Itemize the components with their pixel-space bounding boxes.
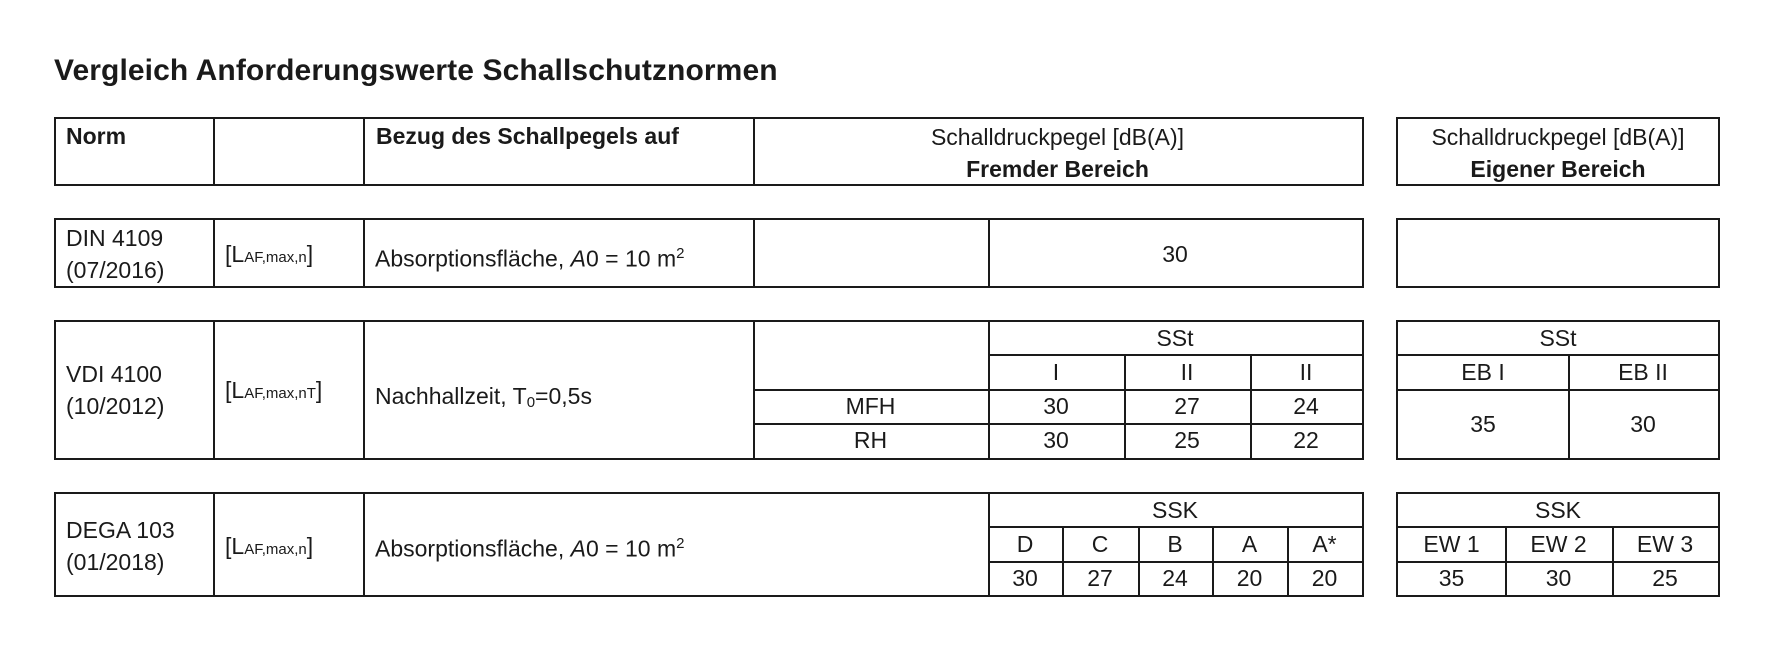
dega-eigen-value-2: 30 [1545,565,1572,591]
dega-value-astar: 20 [1311,565,1338,591]
vdi-level-1: I [1052,359,1060,385]
vdi-level-2: II [1180,359,1194,385]
din-eigen [1396,218,1720,288]
dega-name2: (01/2018) [66,549,165,575]
vdi-name1: VDI 4100 [66,361,162,387]
dega-value-a: 20 [1236,565,1263,591]
dega-value-c: 27 [1087,565,1113,591]
vdi-eigen-level-1: EB I [1461,359,1505,385]
dega-class-c: C [1091,531,1109,557]
header-eigen-line1: Schalldruckpegel [dB(A)] [1431,124,1685,150]
dega-eigen-class-3: EW 3 [1636,531,1694,557]
vdi-name2: (10/2012) [66,393,165,419]
dega-eigen-value-1: 35 [1438,565,1465,591]
vdi-sst-header: SSt [1156,325,1194,351]
vdi-row-mfh-v1: 30 [1043,393,1069,419]
vdi-bezug: Nachhallzeit, $T_0=0,5s$ [375,383,592,411]
vdi-row-rh-label: RH [853,427,888,453]
vdi-row-rh-v2: 25 [1174,427,1200,453]
dega-name1: DEGA 103 [66,517,175,543]
header-eigen-line2: Eigener Bereich [1470,156,1646,182]
vdi-row-mfh-v3: 24 [1293,393,1319,419]
dega-eigen-class-2: EW 2 [1530,531,1587,557]
vdi-level-3: II [1299,359,1313,385]
din-name1: DIN 4109 [66,225,164,251]
dega-bezug: Absorptionsfläche, A0 = 10 $m^2$ [375,535,685,562]
dega-value-b: 24 [1162,565,1188,591]
header-norm: Norm [66,123,127,149]
din-bezug: Absorptionsfläche, A0 = 10 $m^2$ [375,245,685,272]
vdi-eigen-value-2: 30 [1630,411,1656,437]
dega-class-a: A [1241,531,1258,557]
header-bezug: Bezug des Schallpegels auf [376,123,679,149]
dega-class-b: B [1167,531,1183,557]
dega-eigen-value-3: 25 [1652,565,1678,591]
dega-value-d: 30 [1012,565,1038,591]
dega-class-d: D [1016,531,1034,557]
vdi-eigen-value-1: 35 [1470,411,1496,437]
vdi-row-mfh-v2: 27 [1174,393,1200,419]
vdi-eigen-level-2: EB II [1618,359,1668,385]
dega-class-astar: A* [1312,531,1337,557]
vdi-row-rh-v3: 22 [1293,427,1319,453]
dega-symbol: [LAF,max,n] [225,533,314,559]
dega-eigen-header: SSK [1534,497,1582,523]
din-value: 30 [1162,241,1188,267]
dega-eigen-class-1: EW 1 [1423,531,1480,557]
vdi-row-rh-v1: 30 [1043,427,1069,453]
header-fremd-line2: Fremder Bereich [966,156,1149,182]
vdi-eigen-header: SSt [1539,325,1577,351]
header-fremd-line1: Schalldruckpegel [dB(A)] [930,124,1185,150]
vdi-row-mfh-label: MFH [845,393,896,419]
dega-ssk-header: SSK [1151,497,1199,523]
vdi-symbol: [LAF,max,nT] [225,377,323,403]
din-symbol: [LAF,max,n] [225,241,314,267]
din-name2: (07/2016) [66,257,165,283]
page-title: Vergleich Anforderungswerte Schallschutznormen [54,54,778,87]
